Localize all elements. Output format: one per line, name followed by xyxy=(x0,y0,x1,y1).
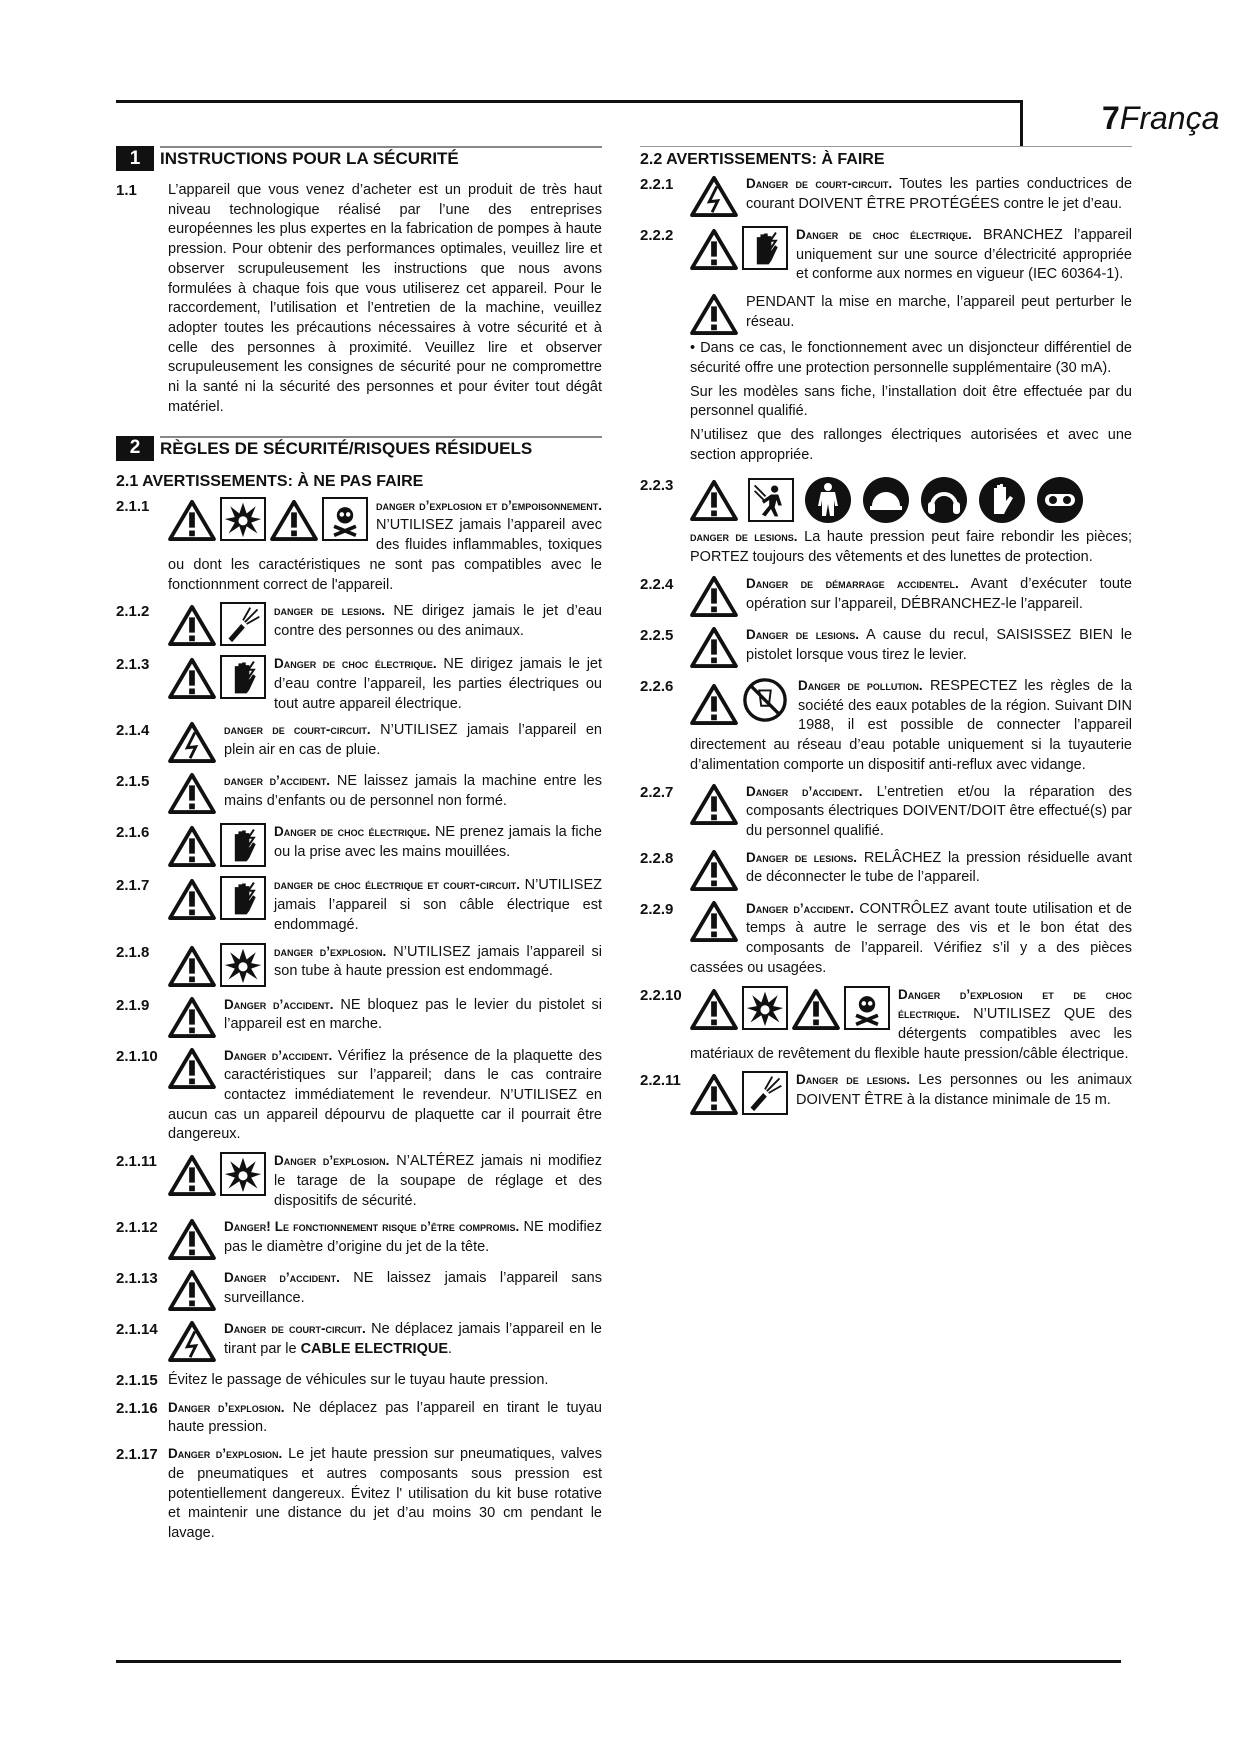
helmet-icon xyxy=(862,476,910,524)
item-2-1-2: 2.1.2 danger de lesions. NE dirigez jamais le jet d’eau contre des personnes ou des animaux. xyxy=(116,602,602,648)
item-2-1-17: 2.1.17 Danger d’explosion. Le jet haute pression sur pneumatiques, valves de pneumatiques et autres composants sous pression est potentiellement dangereux. Évitez l' utilisation du kit buse rotative et maintenir une distance du jet d’au moins 30 cm pendant le lavage. xyxy=(116,1446,602,1541)
item-2-1-13: 2.1.13 Danger d’accident. NE laissez jamais l’appareil sans surveillance. xyxy=(116,1269,602,1313)
item-2-2-8: 2.2.8 Danger de lesions. RELÂCHEZ la pression résiduelle avant de déconnecter le tube de l’appareil. xyxy=(640,849,1132,893)
gloves-icon xyxy=(978,476,1026,524)
item-2-1-5: 2.1.5 danger d’accident. NE laissez jamais la machine entre les mains d’enfants ou de personnel non formé. xyxy=(116,772,602,816)
high-voltage-icon xyxy=(690,175,738,217)
top-rule xyxy=(116,100,1021,103)
item-2-1-4: 2.1.4 danger de court-circuit. N’UTILISEZ jamais l’appareil en plein air en cas de pluie. xyxy=(116,721,602,765)
high-voltage-icon xyxy=(168,1320,216,1362)
item-2-1-11: 2.1.11 Danger d’explosion. N’ALTÉREZ jamais ni modifiez le tarage de la soupape de réglage et des dispositifs de sécurité. xyxy=(116,1153,602,1209)
water-jet-icon xyxy=(220,602,266,646)
water-jet-icon xyxy=(742,1071,788,1115)
bottom-rule xyxy=(116,1660,1121,1663)
item-2-2-10: 2.2.10 Danger d’explosion et de choc électrique. N’UTILISEZ QUE des détergents compatibles avec les matériaux de revêtement du flexible haute pression/câble électrique. xyxy=(640,986,1132,1062)
item-2-2-11: 2.2.11 Danger de lesions. Les personnes ou les animaux DOIVENT ÊTRE à la distance minimale de 15 m. xyxy=(640,1071,1132,1117)
item-2-2-3: 2.2.3 danger de lesions. La haute pression peut faire rebondir les pièces; PORTEZ toujours des vêtements et des lunettes de protection. xyxy=(640,477,1132,566)
warning-icon xyxy=(690,849,738,891)
section-1-heading: 1 INSTRUCTIONS POUR LA SÉCURITÉ xyxy=(116,146,602,171)
right-column xyxy=(640,146,1132,1124)
warning-icon xyxy=(168,825,216,867)
warning-icon xyxy=(690,575,738,617)
protective-clothing-icon xyxy=(804,476,852,524)
page-number: 7França xyxy=(1102,100,1220,136)
warning-icon xyxy=(168,1269,216,1311)
warning-icon xyxy=(690,1073,738,1115)
item-2-2-6: 2.2.6 Danger de pollution. RESPECTEZ les règles de la société des eaux potables de la région. Suivant DIN 1988, il est possible de connecter l’appareil directement au réseau d’eau potable uniquement si la tuyauterie d’alimentation comporte un dispositif anti-reflux avec vidange. xyxy=(640,677,1132,773)
item-2-1-15: 2.1.15 Évitez le passage de véhicules sur le tuyau haute pression. xyxy=(116,1372,549,1390)
warning-icon xyxy=(690,479,738,521)
warning-icon xyxy=(690,783,738,825)
warning-icon xyxy=(168,945,216,987)
item-2-1-10: 2.1.10 Danger d’accident. Vérifiez la présence de la plaquette des caractéristiques sur l’appareil; dans le cas contraire contactez immédiatement le revendeur. N’UTILISEZ en aucun cas un appareil dépourvu de plaquette car il pourrait être dangereux. xyxy=(116,1047,602,1143)
item-2-2-1: 2.2.1 Danger de court-circuit. Toutes les parties conductrices de courant DOIVENT ÊTRE PROTÉGÉES contre le jet d’eau. xyxy=(640,175,1132,219)
warning-icon xyxy=(168,499,216,541)
left-column xyxy=(116,146,602,1551)
explosion-icon xyxy=(742,986,788,1030)
item-2-2-2: 2.2.2 Danger de choc électrique. BRANCHEZ l’appareil uniquement sur une source d’électricité appropriée et conforme aux normes en vigueur (IEC 60364-1). PENDANT la mise en marche, l’appareil peut perturber le réseau. • Dans ce cas, le fonctionnement avec un disjoncteur différentiel de sécurité offre une protection personnelle supplémentaire (30 mA). Sur les modèles sans fiche, l’installation doit être effectuée par du personnel qualifié. N’utilisez que des rallonges électriques autorisées et avec une section appropriée. xyxy=(640,227,1132,463)
warning-icon xyxy=(168,772,216,814)
item-2-1-16: 2.1.16 Danger d’explosion. Ne déplacez pas l’appareil en tirant le tuyau haute pression. xyxy=(116,1399,602,1436)
electric-hand-icon xyxy=(220,823,266,867)
ear-protection-icon xyxy=(920,476,968,524)
top-divider xyxy=(1020,100,1023,146)
warning-icon xyxy=(270,499,318,541)
item-1-1: 1.1 L’appareil que vous venez d’acheter est un produit de très haut niveau technologique réalisé par l’une des entreprises européennes les plus expertes en la fabrication de pompes à haute pression. Pour obtenir des performances optimales, veuillez lire et observer scrupuleusement les instructions que nous avons formulées à chaque fois que vous utiliserez cet appareil. Pour le raccordement, l’utilisation et l’entretien de la machine, veuillez adopter toutes les précautions nécessaires à votre sécurité et à celle des personnes à proximité. Veuillez lire et observer scrupuleusement les consignes de sécurité pour ne compromettre ni la santé ni la sécurité des personnes et pour éviter tout dégât matériel. xyxy=(116,182,602,415)
explosion-icon xyxy=(220,943,266,987)
warning-icon xyxy=(690,228,738,270)
electric-hand-icon xyxy=(742,226,788,270)
warning-icon xyxy=(168,878,216,920)
item-2-1-9: 2.1.9 Danger d’accident. NE bloquez pas le levier du pistolet si l’appareil est en marche. xyxy=(116,996,602,1040)
protective-equipment-icons xyxy=(690,476,1132,524)
warning-icon xyxy=(690,988,738,1030)
warning-icon xyxy=(168,1154,216,1196)
item-2-2-9: 2.2.9 Danger d’accident. CONTRÔLEZ avant toute utilisation et de temps à autre le serrage des vis et le bon état des composants de l’appareil. Vérifiez s’il y a des pièces cassées ou usagées. xyxy=(640,900,1132,976)
item-2-1-12: 2.1.12 Danger! Le fonctionnement risque d’être compromis. NE modifiez pas le diamètre d’origine du jet de la tête. xyxy=(116,1218,602,1262)
electric-hand-icon xyxy=(220,876,266,920)
subsection-2-1-heading: 2.1 AVERTISSEMENTS: À NE PAS FAIRE xyxy=(116,472,424,490)
toxic-skull-icon xyxy=(322,497,368,541)
goggles-icon xyxy=(1036,476,1084,524)
warning-icon xyxy=(690,626,738,668)
warning-icon xyxy=(168,1218,216,1260)
item-2-1-14: 2.1.14 Danger de court-circuit. Ne déplacez jamais l’appareil en le tirant par le CABLE ELECTRIQUE. xyxy=(116,1320,602,1364)
item-2-2-4: 2.2.4 Danger de démarrage accidentel. Avant d’exécuter toute opération sur l’appareil, DÉBRANCHEZ-le l’appareil. xyxy=(640,575,1132,619)
warning-icon xyxy=(690,683,738,725)
warning-icon xyxy=(168,1047,216,1089)
item-2-1-3: 2.1.3 Danger de choc électrique. NE dirigez jamais le jet d’eau contre l’appareil, les parties électriques ou tout autre appareil électrique. xyxy=(116,656,603,712)
toxic-skull-icon xyxy=(844,986,890,1030)
high-voltage-icon xyxy=(168,721,216,763)
warning-icon xyxy=(792,988,840,1030)
rebound-hazard-icon xyxy=(748,478,794,522)
electric-hand-icon xyxy=(220,655,266,699)
explosion-icon xyxy=(220,497,266,541)
warning-icon xyxy=(168,657,216,699)
item-2-1-8: 2.1.8 danger d’explosion. N’UTILISEZ jamais l’appareil si son tube à haute pression est endommagé. xyxy=(116,943,602,989)
explosion-icon xyxy=(220,1152,266,1196)
no-pollution-icon xyxy=(742,677,790,725)
item-2-2-7: 2.2.7 Danger d’accident. L’entretien et/ou la réparation des composants électriques DOIVENT/DOIT être effectué(s) par du personnel qualifié. xyxy=(640,783,1132,839)
section-2-heading: 2 RÈGLES DE SÉCURITÉ/RISQUES RÉSIDUELS xyxy=(116,436,602,461)
warning-icon xyxy=(168,604,216,646)
subsection-2-2-heading: 2.2 AVERTISSEMENTS: À FAIRE xyxy=(640,146,1132,169)
item-2-1-7: 2.1.7 danger de choc électrique et court-circuit. N’UTILISEZ jamais l’appareil si son câble électrique est endommagé. xyxy=(116,877,603,933)
item-2-2-5: 2.2.5 Danger de lesions. A cause du recul, SAISISSEZ BIEN le pistolet lorsque vous tirez le levier. xyxy=(640,626,1132,670)
warning-icon xyxy=(690,900,738,942)
warning-icon xyxy=(690,293,738,335)
warning-icon xyxy=(168,996,216,1038)
item-2-1-6: 2.1.6 Danger de choc électrique. NE prenez jamais la fiche ou la prise avec les mains mouillées. xyxy=(116,823,602,869)
item-2-1-1: 2.1.1 danger d’explosion et d’empoisonnement. N’UTILISEZ jamais l’appareil avec des fluides inflammables, toxiques ou dont les caractéristiques ne sont pas compatibles avec le fonctionnment correct de l'appareil. xyxy=(116,497,602,593)
